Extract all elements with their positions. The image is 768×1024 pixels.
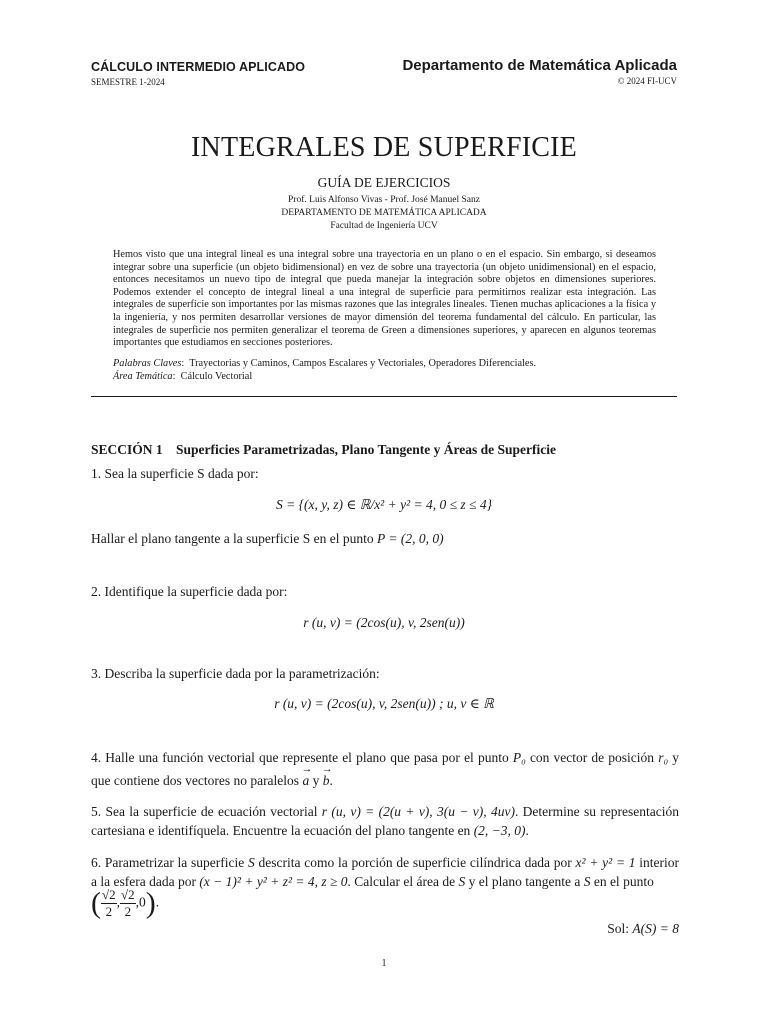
keywords-label: Palabras Claves [113,358,182,369]
exercise-4-r0: r₀ [658,750,669,765]
copyright: © 2024 FI-UCV [617,76,677,86]
exercise-6-surface: S [248,855,255,870]
abstract: Hemos visto que una integral lineal es una integral sobre una trayectoria en un plano o en el espacio. Sin embargo, si deseamos integrar sobre una superficie (un objeto bidimensional) en vez de sobre una trayectoria (un objeto unidimensional) en el espacio, entonces necesitamos un nuevo tipo de integral que pueda manejar la integración sobre objetos en dimensiones superiores. Podemos extender el concepto de integral lineal a una integral de superficie para permitirnos realizar esta integración. Las integrales de superficie son importantes por las mismas razones que las integrales lineales. Tienen muchas aplicaciones a la física y la ingeniería, y nos permiten desarrollar versiones de mayor dimensión del teorema fundamental del cálculo. En particular, las integrales de superficie nos permiten generalizar el teorema de Green a dimensiones superiores, y aparecen en algunos teoremas importantes que estudiamos en secciones posteriores. [113,249,656,349]
fraction-1-num: √2 [102,887,116,902]
exercise-5-end: . [525,823,529,838]
exercise-6-surface-2: S [458,874,466,889]
exercise-4-text-c: y que contiene dos vectores no paralelos [91,750,680,788]
exercise-6-text-c: interior a la esfera dada por [91,855,680,889]
keywords-line: Palabras Claves: Trayectorias y Caminos, Campos Escalares y Vectoriales, Operadores Diferenciales. [113,358,537,369]
solution-value: A(S) = 8 [632,921,679,936]
exercise-2-equation: r (u, v) = (2cos(u), v, 2sen(u)) [303,615,465,630]
affiliation-department: DEPARTAMENTO DE MATEMÁTICA APLICADA [281,208,487,218]
subtitle: GUÍA DE EJERCICIOS [317,175,451,190]
exercise-2-intro: 2. Identifique la superficie dada por: [91,584,288,599]
area-label: Área Temática [113,371,173,382]
exercise-4-vector-a: → a [302,767,309,790]
exercise-6-text-f: en el punto [593,874,654,889]
exercise-4-p0: P₀ [512,750,526,765]
exercise-5-text-b: . Determine su representación cartesiana e identifíquela. Encuentre la ecuación del plano tangente en [91,804,679,838]
exercise-4-end: . [329,773,333,788]
exercise-5-text-a: 5. Sea la superficie de ecuación vectorial [91,804,318,819]
solution-label: Sol: [607,921,630,936]
exercise-4-text-b: con vector de posición [529,750,655,765]
section-number: SECCIÓN 1 [91,442,163,457]
section-title: Superficies Parametrizadas, Plano Tangente y Áreas de Superficie [176,442,556,457]
fraction-1 [101,887,117,920]
exercise-6-cylinder: x² + y² = 1 [575,855,636,870]
area-line: Área Temática: Cálculo Vectorial [113,371,253,382]
divider [91,396,677,397]
exercise-6-surface-3: S [583,874,591,889]
exercise-4 [91,748,679,790]
affiliation-faculty: Facultad de Ingeniería UCV [330,221,438,231]
fraction-2 [120,887,136,920]
keywords-block [113,357,656,383]
exercise-1-point: P = (2, 0, 0) [377,531,444,546]
section-heading [91,442,556,458]
fraction-2-num: √2 [121,887,135,902]
exercise-5 [91,802,679,840]
semester: SEMESTRE 1-2024 [91,77,165,87]
exercise-5-equation: r (u, v) = (2(u + v), 3(u − v), 4uv) [321,804,515,819]
exercise-4-and: y [312,773,320,788]
exercise-6-sphere: (x − 1)² + y² + z² = 4, z ≥ 0 [199,874,348,889]
exercise-6 [91,853,679,891]
course-name: CÁLCULO INTERMEDIO APLICADO [91,60,306,74]
exercise-3-equation: r (u, v) = (2cos(u), v, 2sen(u)) ; u, v ∈ ℝ [274,696,494,711]
exercise-6-text-e: y el plano tangente a [468,874,581,889]
page-number: 1 [381,958,387,969]
exercise-3-intro: 3. Describa la superficie dada por la parametrización: [91,666,380,681]
exercise-5-point: (2, −3, 0) [473,823,526,838]
exercise-6-text-d: . Calcular el área de [347,874,456,889]
fraction-2-den: 2 [124,904,132,919]
exercise-4-vector-b: → b [323,767,330,790]
page-title: INTEGRALES DE SUPERFICIE [191,132,577,163]
exercise-6-text-b: descrita como la porción de superficie cilíndrica dada por [258,855,572,870]
exercise-6-point: ( $\frac{√2}{2}$ , $\frac{√2}{2}$ ,0). [91,886,160,920]
exercise-1-task [91,529,679,548]
area-value: Cálculo Vectorial [180,371,253,382]
exercise-4-text-a: 4. Halle una función vectorial que represente el plano que pasa por el punto [91,750,509,765]
header-left [91,60,305,87]
point-zero: 0 [139,894,146,910]
exercise-6-text-a: 6. Parametrizar la superficie [91,855,245,870]
fraction-1-den: 2 [105,904,113,919]
header-right [402,57,677,86]
exercise-1-intro: 1. Sea la superficie S dada por: [91,466,259,481]
exercise-1-task-text: Hallar el plano tangente a la superficie S en el punto [91,531,374,546]
department-name: Departamento de Matemática Aplicada [402,57,677,74]
authors: Prof. Luis Alfonso Vivas - Prof. José Manuel Sanz [288,195,480,205]
keywords-value: Trayectorias y Caminos, Campos Escalares y Vectoriales, Operadores Diferenciales. [189,358,537,369]
authors-block [0,194,768,233]
solution [607,921,679,937]
exercise-1-equation: S = {(x, y, z) ∈ ℝ/x² + y² = 4, 0 ≤ z ≤ 4} [276,497,492,512]
